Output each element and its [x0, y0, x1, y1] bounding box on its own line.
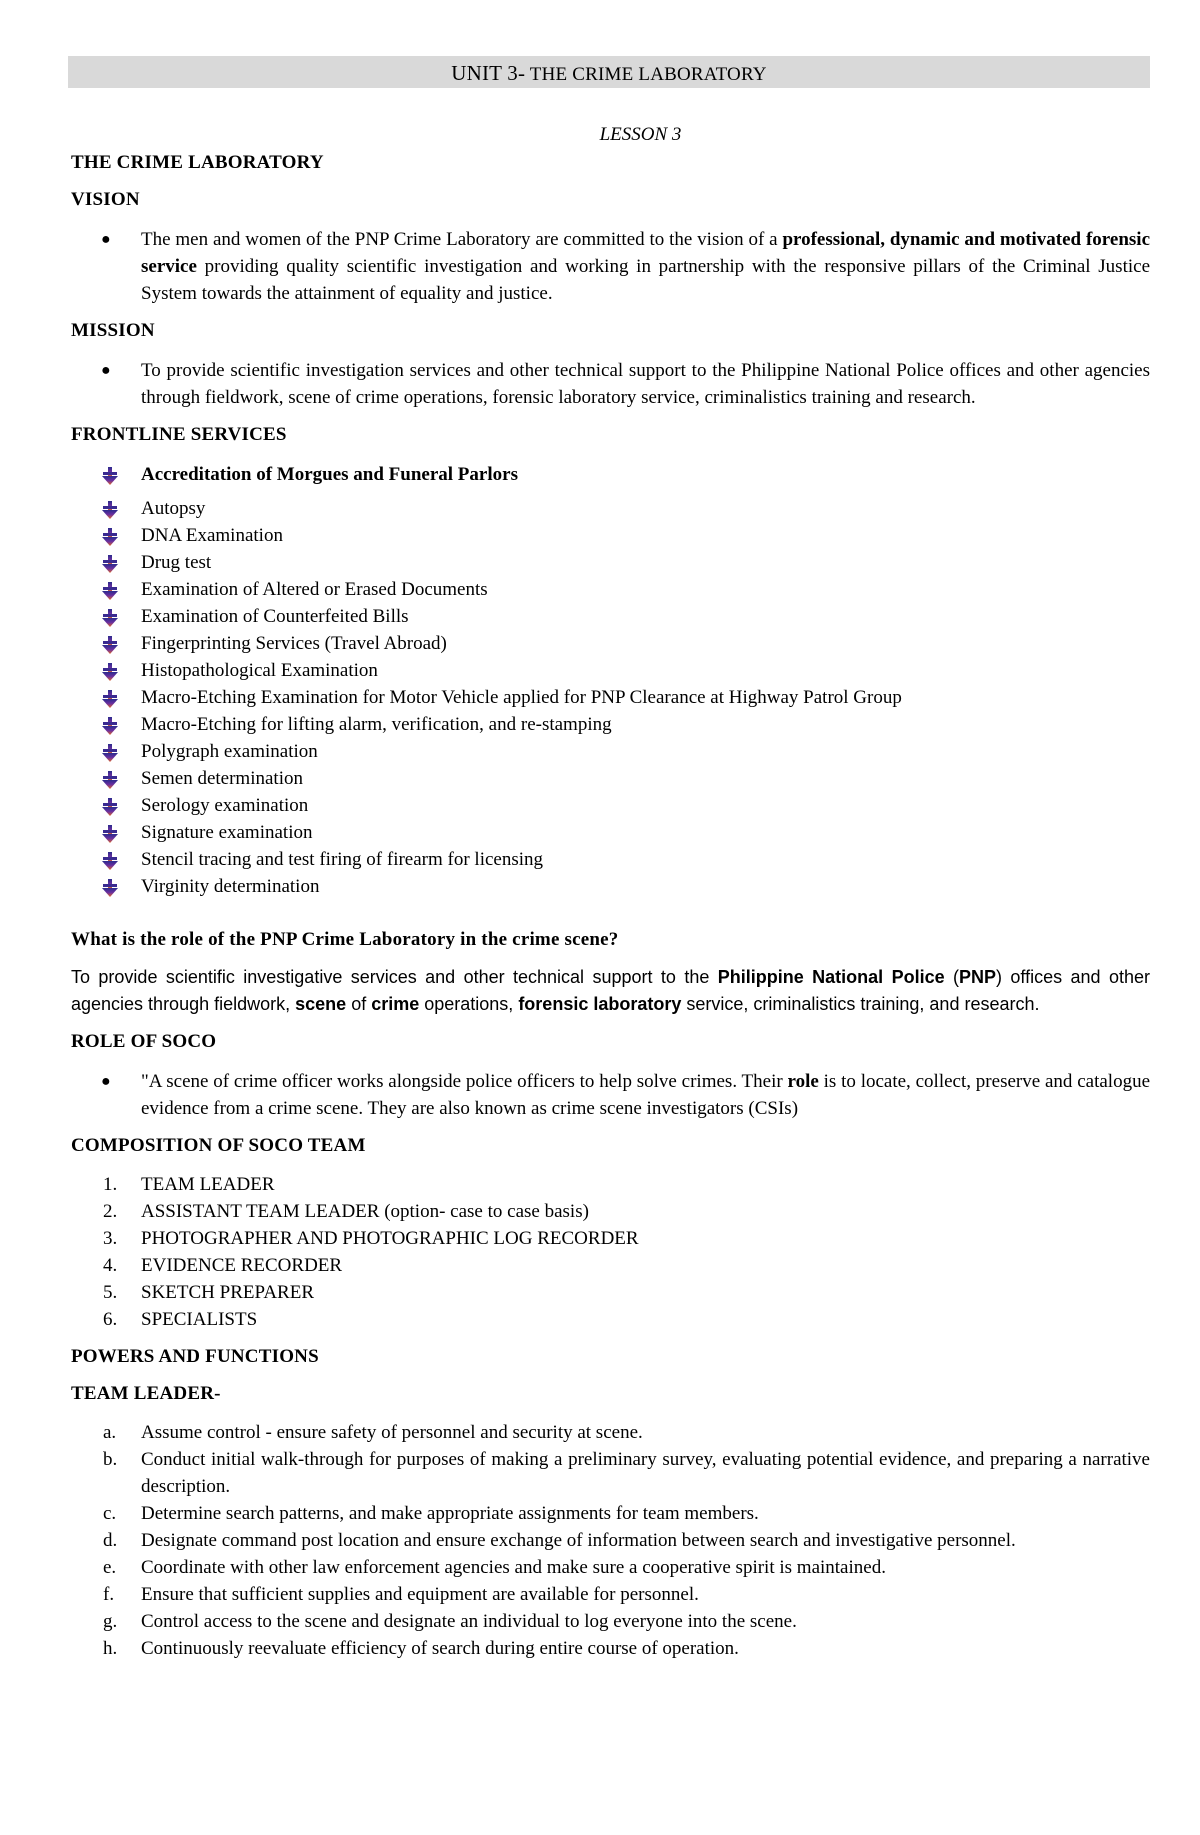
frontline-first-label: Accreditation of Morgues and Funeral Parlors: [141, 464, 518, 485]
item-text: EVIDENCE RECORDER: [141, 1255, 343, 1276]
frontline-item: [71, 873, 1150, 900]
frontline-item: [71, 846, 1150, 873]
arrow-down-icon: [102, 467, 118, 485]
frontline-heading: FRONTLINE SERVICES: [71, 424, 287, 445]
item-text: Designate command post location and ensure exchange of information between search and investigative personnel.: [141, 1530, 1016, 1551]
frontline-item-label: Semen determination: [141, 768, 303, 789]
item-text: Control access to the scene and designate an individual to log everyone into the scene.: [141, 1611, 797, 1632]
item-number: f.: [103, 1584, 115, 1605]
team-leader-item: [71, 1635, 1150, 1662]
arrow-down-icon: [102, 501, 118, 519]
frontline-item-label: Macro-Etching Examination for Motor Vehicle applied for PNP Clearance at Highway Patrol Group: [141, 687, 902, 708]
frontline-item-label: Polygraph examination: [141, 741, 318, 762]
team-leader-item: [71, 1446, 1150, 1500]
arrow-down-icon: [102, 663, 118, 681]
team-leader-item: [71, 1554, 1150, 1581]
composition-item: [71, 1252, 1150, 1279]
arrow-down-icon: [102, 771, 118, 789]
soco-role-list: [71, 1068, 1150, 1122]
vision-text-3: providing quality scientific investigation and working in partnership with the responsive pillars of the Criminal Justice System towards the attainment of equality and justice.: [141, 256, 1150, 304]
frontline-item: [71, 792, 1150, 819]
frontline-item: [71, 711, 1150, 738]
composition-heading: COMPOSITION OF SOCO TEAM: [71, 1135, 366, 1156]
arrow-down-icon: [102, 879, 118, 897]
frontline-item: [71, 603, 1150, 630]
vision-heading: VISION: [71, 189, 140, 210]
bullet-icon: ●: [101, 231, 111, 248]
frontline-item-label: DNA Examination: [141, 525, 283, 546]
unit-prefix: UNIT 3-: [451, 61, 526, 85]
frontline-item-label: Signature examination: [141, 822, 313, 843]
frontline-item-label: Stencil tracing and test firing of firearm for licensing: [141, 849, 544, 870]
item-text: SKETCH PREPARER: [141, 1282, 314, 1303]
composition-item: [71, 1198, 1150, 1225]
team-leader-item: [71, 1419, 1150, 1446]
mission-list: [71, 357, 1150, 411]
frontline-item-label: Drug test: [141, 552, 212, 573]
frontline-item: [71, 549, 1150, 576]
frontline-list: [71, 495, 1150, 900]
item-text: Conduct initial walk-through for purposes of making a preliminary survey, evaluating potential evidence, and preparing a narrative description.: [141, 1449, 1150, 1497]
frontline-item-label: Histopathological Examination: [141, 660, 378, 681]
team-leader-heading: TEAM LEADER-: [71, 1383, 221, 1404]
lesson-label: LESSON 3: [599, 124, 682, 145]
frontline-item-label: Macro-Etching for lifting alarm, verification, and re-stamping: [141, 714, 612, 735]
frontline-item-label: Autopsy: [141, 498, 206, 519]
item-number: b.: [103, 1449, 118, 1470]
frontline-item: [71, 765, 1150, 792]
team-leader-list: [71, 1419, 1150, 1662]
item-number: d.: [103, 1530, 118, 1551]
role-answer: To provide scientific investigative services and other technical support to the Philippine National Police (PNP) offices and other agencies through fieldwork, scene of crime operations, forensic laboratory service, criminalistics training, and research.: [71, 967, 1150, 1014]
item-text: Coordinate with other law enforcement agencies and make sure a cooperative spirit is maintained.: [141, 1557, 886, 1578]
arrow-down-icon: [102, 798, 118, 816]
item-number: 4.: [103, 1255, 118, 1276]
vision-text-bold: professional, dynamic and motivated forensic service: [141, 229, 1151, 277]
item-number: g.: [103, 1611, 118, 1632]
item-number: c.: [103, 1503, 117, 1524]
frontline-item-label: Examination of Counterfeited Bills: [141, 606, 409, 627]
item-number: 6.: [103, 1309, 118, 1330]
team-leader-item: [71, 1581, 1150, 1608]
vision-list: [71, 226, 1150, 307]
frontline-item-first: [71, 461, 1150, 488]
composition-list: [71, 1171, 1150, 1333]
frontline-item: [71, 819, 1150, 846]
arrow-down-icon: [102, 609, 118, 627]
team-leader-item: [71, 1608, 1150, 1635]
arrow-down-icon: [102, 717, 118, 735]
item-text: PHOTOGRAPHER AND PHOTOGRAPHIC LOG RECORDER: [141, 1228, 639, 1249]
item-number: h.: [103, 1638, 118, 1659]
arrow-down-icon: [102, 555, 118, 573]
item-number: 1.: [103, 1174, 118, 1195]
arrow-down-icon: [102, 690, 118, 708]
frontline-item: [71, 576, 1150, 603]
frontline-item: [71, 630, 1150, 657]
soco-role-item: ● "A scene of crime officer works alongside police officers to help solve crimes. Their role is to locate, collect, preserve and catalogue evidence from a crime scene. They are also known as crime scene investigators (CSIs): [71, 1068, 1150, 1122]
mission-item: [71, 357, 1150, 411]
frontline-item: [71, 495, 1150, 522]
team-leader-item: [71, 1527, 1150, 1554]
item-text: SPECIALISTS: [141, 1309, 258, 1330]
item-text: Ensure that sufficient supplies and equipment are available for personnel.: [141, 1584, 699, 1605]
arrow-down-icon: [102, 636, 118, 654]
team-leader-item: [71, 1500, 1150, 1527]
item-number: a.: [103, 1422, 117, 1443]
vision-item: [71, 226, 1150, 307]
unit-title: THE CRIME LABORATORY: [525, 64, 767, 85]
item-text: Assume control - ensure safety of personnel and security at scene.: [141, 1422, 643, 1443]
item-number: e.: [103, 1557, 117, 1578]
frontline-item: [71, 657, 1150, 684]
bullet-icon: ●: [101, 362, 111, 379]
mission-text: To provide scientific investigation services and other technical support to the Philippine National Police offices and other agencies through fieldwork, scene of crime operations, forensic laboratory service, criminalistics training and research.: [141, 360, 1150, 408]
frontline-item-label: Fingerprinting Services (Travel Abroad): [141, 633, 447, 654]
arrow-down-icon: [102, 852, 118, 870]
item-number: 5.: [103, 1282, 118, 1303]
frontline-item-label: Virginity determination: [141, 876, 320, 897]
composition-item: [71, 1279, 1150, 1306]
composition-item: [71, 1306, 1150, 1333]
frontline-item-label: Serology examination: [141, 795, 309, 816]
role-question-heading: What is the role of the PNP Crime Laboratory in the crime scene?: [71, 929, 619, 950]
powers-heading: POWERS AND FUNCTIONS: [71, 1346, 319, 1367]
composition-item: [71, 1225, 1150, 1252]
arrow-down-icon: [102, 825, 118, 843]
frontline-item: [71, 684, 1150, 711]
item-number: 3.: [103, 1228, 118, 1249]
arrow-down-icon: [102, 744, 118, 762]
mission-heading: MISSION: [71, 320, 155, 341]
soco-role-heading: ROLE OF SOCO: [71, 1031, 217, 1052]
frontline-first-list: [71, 461, 1150, 488]
vision-text-1: The men and women of the PNP Crime Laboratory are committed to the vision of a: [141, 229, 783, 250]
arrow-down-icon: [102, 582, 118, 600]
item-text: ASSISTANT TEAM LEADER (option- case to case basis): [141, 1201, 589, 1222]
item-text: TEAM LEADER: [141, 1174, 275, 1195]
main-title: THE CRIME LABORATORY: [71, 152, 324, 173]
unit-header-bar: [68, 56, 1150, 88]
item-number: 2.: [103, 1201, 118, 1222]
frontline-item-label: Examination of Altered or Erased Documents: [141, 579, 488, 600]
item-text: Continuously reevaluate efficiency of search during entire course of operation.: [141, 1638, 739, 1659]
arrow-down-icon: [102, 528, 118, 546]
frontline-item: [71, 522, 1150, 549]
frontline-item: [71, 738, 1150, 765]
composition-item: [71, 1171, 1150, 1198]
item-text: Determine search patterns, and make appropriate assignments for team members.: [141, 1503, 759, 1524]
bullet-icon: ●: [101, 1073, 111, 1090]
